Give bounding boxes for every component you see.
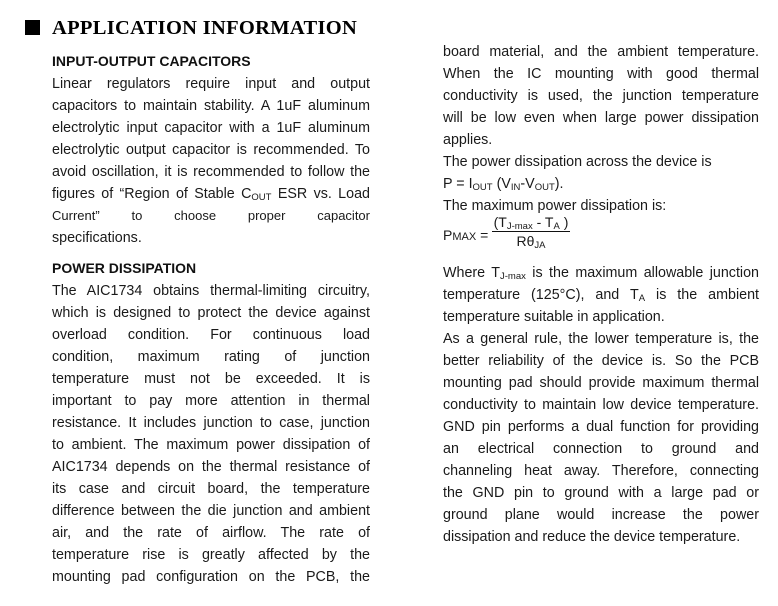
text-line <box>443 107 759 129</box>
io-capacitors-paragraph <box>52 73 370 249</box>
text-run: AIC1734 depends on the thermal resistance of <box>52 459 370 475</box>
text-line <box>52 478 370 500</box>
subscript: A <box>638 293 646 304</box>
text-run: (V <box>492 176 511 192</box>
text-line <box>443 85 759 107</box>
text-line <box>443 129 759 151</box>
text-run: temperature (125°C), and T <box>443 287 639 303</box>
text-run: resistance. It includes junction to case, junction <box>52 415 370 431</box>
text-line <box>52 500 370 522</box>
text-line <box>52 280 370 302</box>
formula-p: P <box>443 227 453 243</box>
text-run: air, and the rate of airflow. The rate of <box>52 525 370 541</box>
text-line <box>52 566 370 588</box>
text-run: temperature rise is greatly affected by the <box>52 547 370 563</box>
text-line <box>443 394 759 416</box>
text-run: conductivity is used, the junction temperature <box>443 88 759 104</box>
text-line <box>52 73 370 95</box>
text-run: will be low even when large power dissipation <box>443 110 759 126</box>
text-run: Where T <box>443 265 500 281</box>
formula-numerator <box>492 214 570 232</box>
formula-lhs <box>443 227 492 243</box>
text-line <box>52 368 370 390</box>
text-line <box>443 328 759 350</box>
num-text: ) <box>559 214 569 230</box>
text-line <box>443 416 759 438</box>
text-run: specifications. <box>52 230 142 246</box>
text-line <box>443 284 759 306</box>
text-line <box>52 434 370 456</box>
text-line <box>443 460 759 482</box>
section-bullet-square <box>25 20 40 35</box>
text-run: its case and circuit board, the temperature <box>52 481 370 497</box>
text-line <box>52 544 370 566</box>
text-line <box>443 526 759 548</box>
num-sub-a: A <box>553 221 560 232</box>
text-run: which is designed to protect the device against <box>52 305 370 321</box>
den-text: Rθ <box>516 233 535 249</box>
text-run: mounting pad should provide maximum thermal <box>443 375 759 391</box>
text-run: P = I <box>443 176 473 192</box>
text-run: to ambient. The maximum power dissipation of <box>52 437 370 453</box>
formula-denominator <box>492 232 570 249</box>
text-line <box>52 95 370 117</box>
text-line <box>443 350 759 372</box>
text-run: dissipation and reduce the device temperature. <box>443 529 741 545</box>
text-line <box>443 195 759 217</box>
text-run: overload condition. For continuous load <box>52 327 370 343</box>
text-run: capacitors to maintain stability. A 1uF aluminum <box>52 98 370 114</box>
text-line <box>52 205 370 227</box>
text-line <box>443 262 759 284</box>
subscript: OUT <box>251 192 272 203</box>
text-line <box>443 482 759 504</box>
text-run: conductivity to maintain low device temperature. <box>443 397 759 413</box>
num-sub-jmax: J-max <box>506 221 533 232</box>
text-line <box>443 372 759 394</box>
formula-fraction <box>492 214 570 249</box>
text-line <box>52 390 370 412</box>
text-run: ). <box>554 176 564 192</box>
text-run: channeling heat away. Therefore, connecting <box>443 463 759 479</box>
text-run: applies. <box>443 132 493 148</box>
text-line <box>52 522 370 544</box>
right-column-bottom-text <box>443 262 759 548</box>
text-run: GND pin performs a dual function for providing <box>443 419 759 435</box>
text-line <box>443 151 759 173</box>
text-run: electrolytic input capacitor with a 1uF aluminum <box>52 120 370 136</box>
text-run: electrolytic output capacitor is recommended. To <box>52 142 370 158</box>
subscript: IN <box>510 182 521 193</box>
heading-input-output-capacitors: INPUT-OUTPUT CAPACITORS <box>52 53 251 69</box>
text-run: mounting pad configuration on the PCB, the <box>52 569 370 585</box>
text-line <box>52 161 370 183</box>
heading-power-dissipation: POWER DISSIPATION <box>52 260 197 276</box>
text-run: As a general rule, the lower temperature is, the <box>443 331 759 347</box>
text-line <box>52 227 370 249</box>
text-run: better reliability of the device is. So the PCB <box>443 353 759 369</box>
text-run: difference between the die junction and ambient <box>52 503 370 519</box>
text-line <box>443 173 759 195</box>
page-title: APPLICATION INFORMATION <box>52 17 358 39</box>
text-line <box>52 346 370 368</box>
text-run: an electrical connection to ground and <box>443 441 759 457</box>
subscript: J-max <box>500 271 526 282</box>
text-line <box>443 504 759 526</box>
num-text: - T <box>532 214 554 230</box>
text-run: the GND pin to ground with a large pad or <box>443 485 759 501</box>
text-run: important to pay more attention in thermal <box>52 393 370 409</box>
text-line <box>443 41 759 63</box>
text-line <box>52 117 370 139</box>
subscript: OUT <box>472 182 493 193</box>
text-line <box>52 302 370 324</box>
text-line <box>52 324 370 346</box>
text-run: is the ambient <box>645 287 759 303</box>
text-run: ground plane would increase the power <box>443 507 759 523</box>
text-line <box>443 63 759 85</box>
subscript: OUT <box>534 182 555 193</box>
text-line <box>52 139 370 161</box>
text-run: temperature must not be exceeded. It is <box>52 371 370 387</box>
text-run: -V <box>520 176 535 192</box>
num-text: (T <box>493 214 507 230</box>
text-run: The AIC1734 obtains thermal-limiting circuitry, <box>52 283 370 299</box>
formula-equals: = <box>476 227 493 243</box>
text-run: Linear regulators require input and output <box>52 76 370 92</box>
text-line <box>443 306 759 328</box>
den-sub-ja: JA <box>534 240 546 251</box>
text-run: figures of “Region of Stable C <box>52 186 252 202</box>
text-line <box>52 412 370 434</box>
text-run: avoid oscillation, it is recommended to follow the <box>52 164 370 180</box>
text-line <box>443 438 759 460</box>
text-run: When the IC mounting with good thermal <box>443 66 759 82</box>
formula-max: MAX <box>452 231 477 243</box>
text-run: The power dissipation across the device is <box>443 154 712 170</box>
text-run: condition, maximum rating of junction <box>52 349 370 365</box>
power-dissipation-paragraph <box>52 280 370 588</box>
text-line <box>52 456 370 478</box>
text-run: Current” to choose proper capacitor <box>52 208 370 223</box>
right-column-top-text <box>443 41 759 217</box>
text-run: ESR vs. Load <box>271 186 370 202</box>
text-run: temperature suitable in application. <box>443 309 665 325</box>
text-run: board material, and the ambient temperature. <box>443 44 759 60</box>
text-run: is the maximum allowable junction <box>525 265 759 281</box>
text-run: The maximum power dissipation is: <box>443 198 667 214</box>
text-line <box>52 183 370 205</box>
